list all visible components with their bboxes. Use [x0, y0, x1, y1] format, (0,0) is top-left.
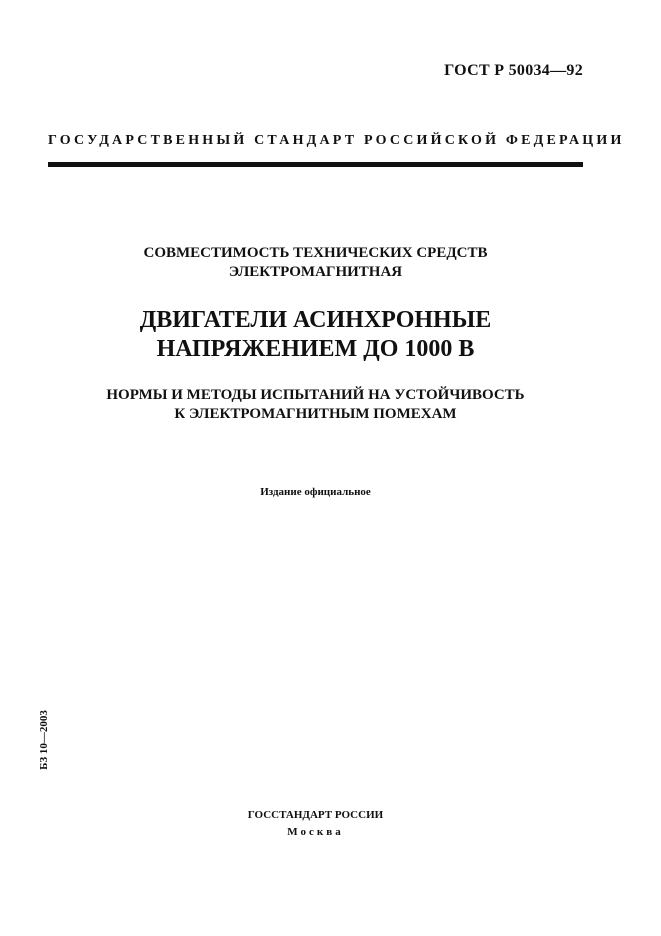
- title-line-1: ДВИГАТЕЛИ АСИНХРОННЫЕ: [139, 307, 492, 333]
- document-title: [40, 306, 591, 364]
- subtitle-line-1: НОРМЫ И МЕТОДЫ ИСПЫТАНИЙ НА УСТОЙЧИВОСТЬ: [106, 387, 525, 403]
- heading-divider: [48, 162, 583, 167]
- publisher-city: Москва: [287, 826, 344, 838]
- subject-heading: [40, 244, 591, 282]
- gost-number: ГОСТ Р 50034—92: [444, 62, 583, 79]
- subtitle-line-2: К ЭЛЕКТРОМАГНИТНЫМ ПОМЕХАМ: [174, 406, 457, 422]
- state-standard-heading: ГОСУДАРСТВЕННЫЙ СТАНДАРТ РОССИЙСКОЙ ФЕДЕРАЦИИ: [48, 133, 625, 148]
- subject-line-1: СОВМЕСТИМОСТЬ ТЕХНИЧЕСКИХ СРЕДСТВ: [143, 245, 488, 261]
- document-subtitle: [40, 386, 591, 424]
- publisher: ГОССТАНДАРТ РОССИИ: [247, 809, 384, 821]
- title-line-2: НАПРЯЖЕНИЕМ ДО 1000 В: [156, 336, 475, 362]
- edition-label: Издание официальное: [260, 486, 371, 498]
- side-code: БЗ 10—2003: [38, 710, 50, 770]
- subject-line-2: ЭЛЕКТРОМАГНИТНАЯ: [228, 264, 403, 280]
